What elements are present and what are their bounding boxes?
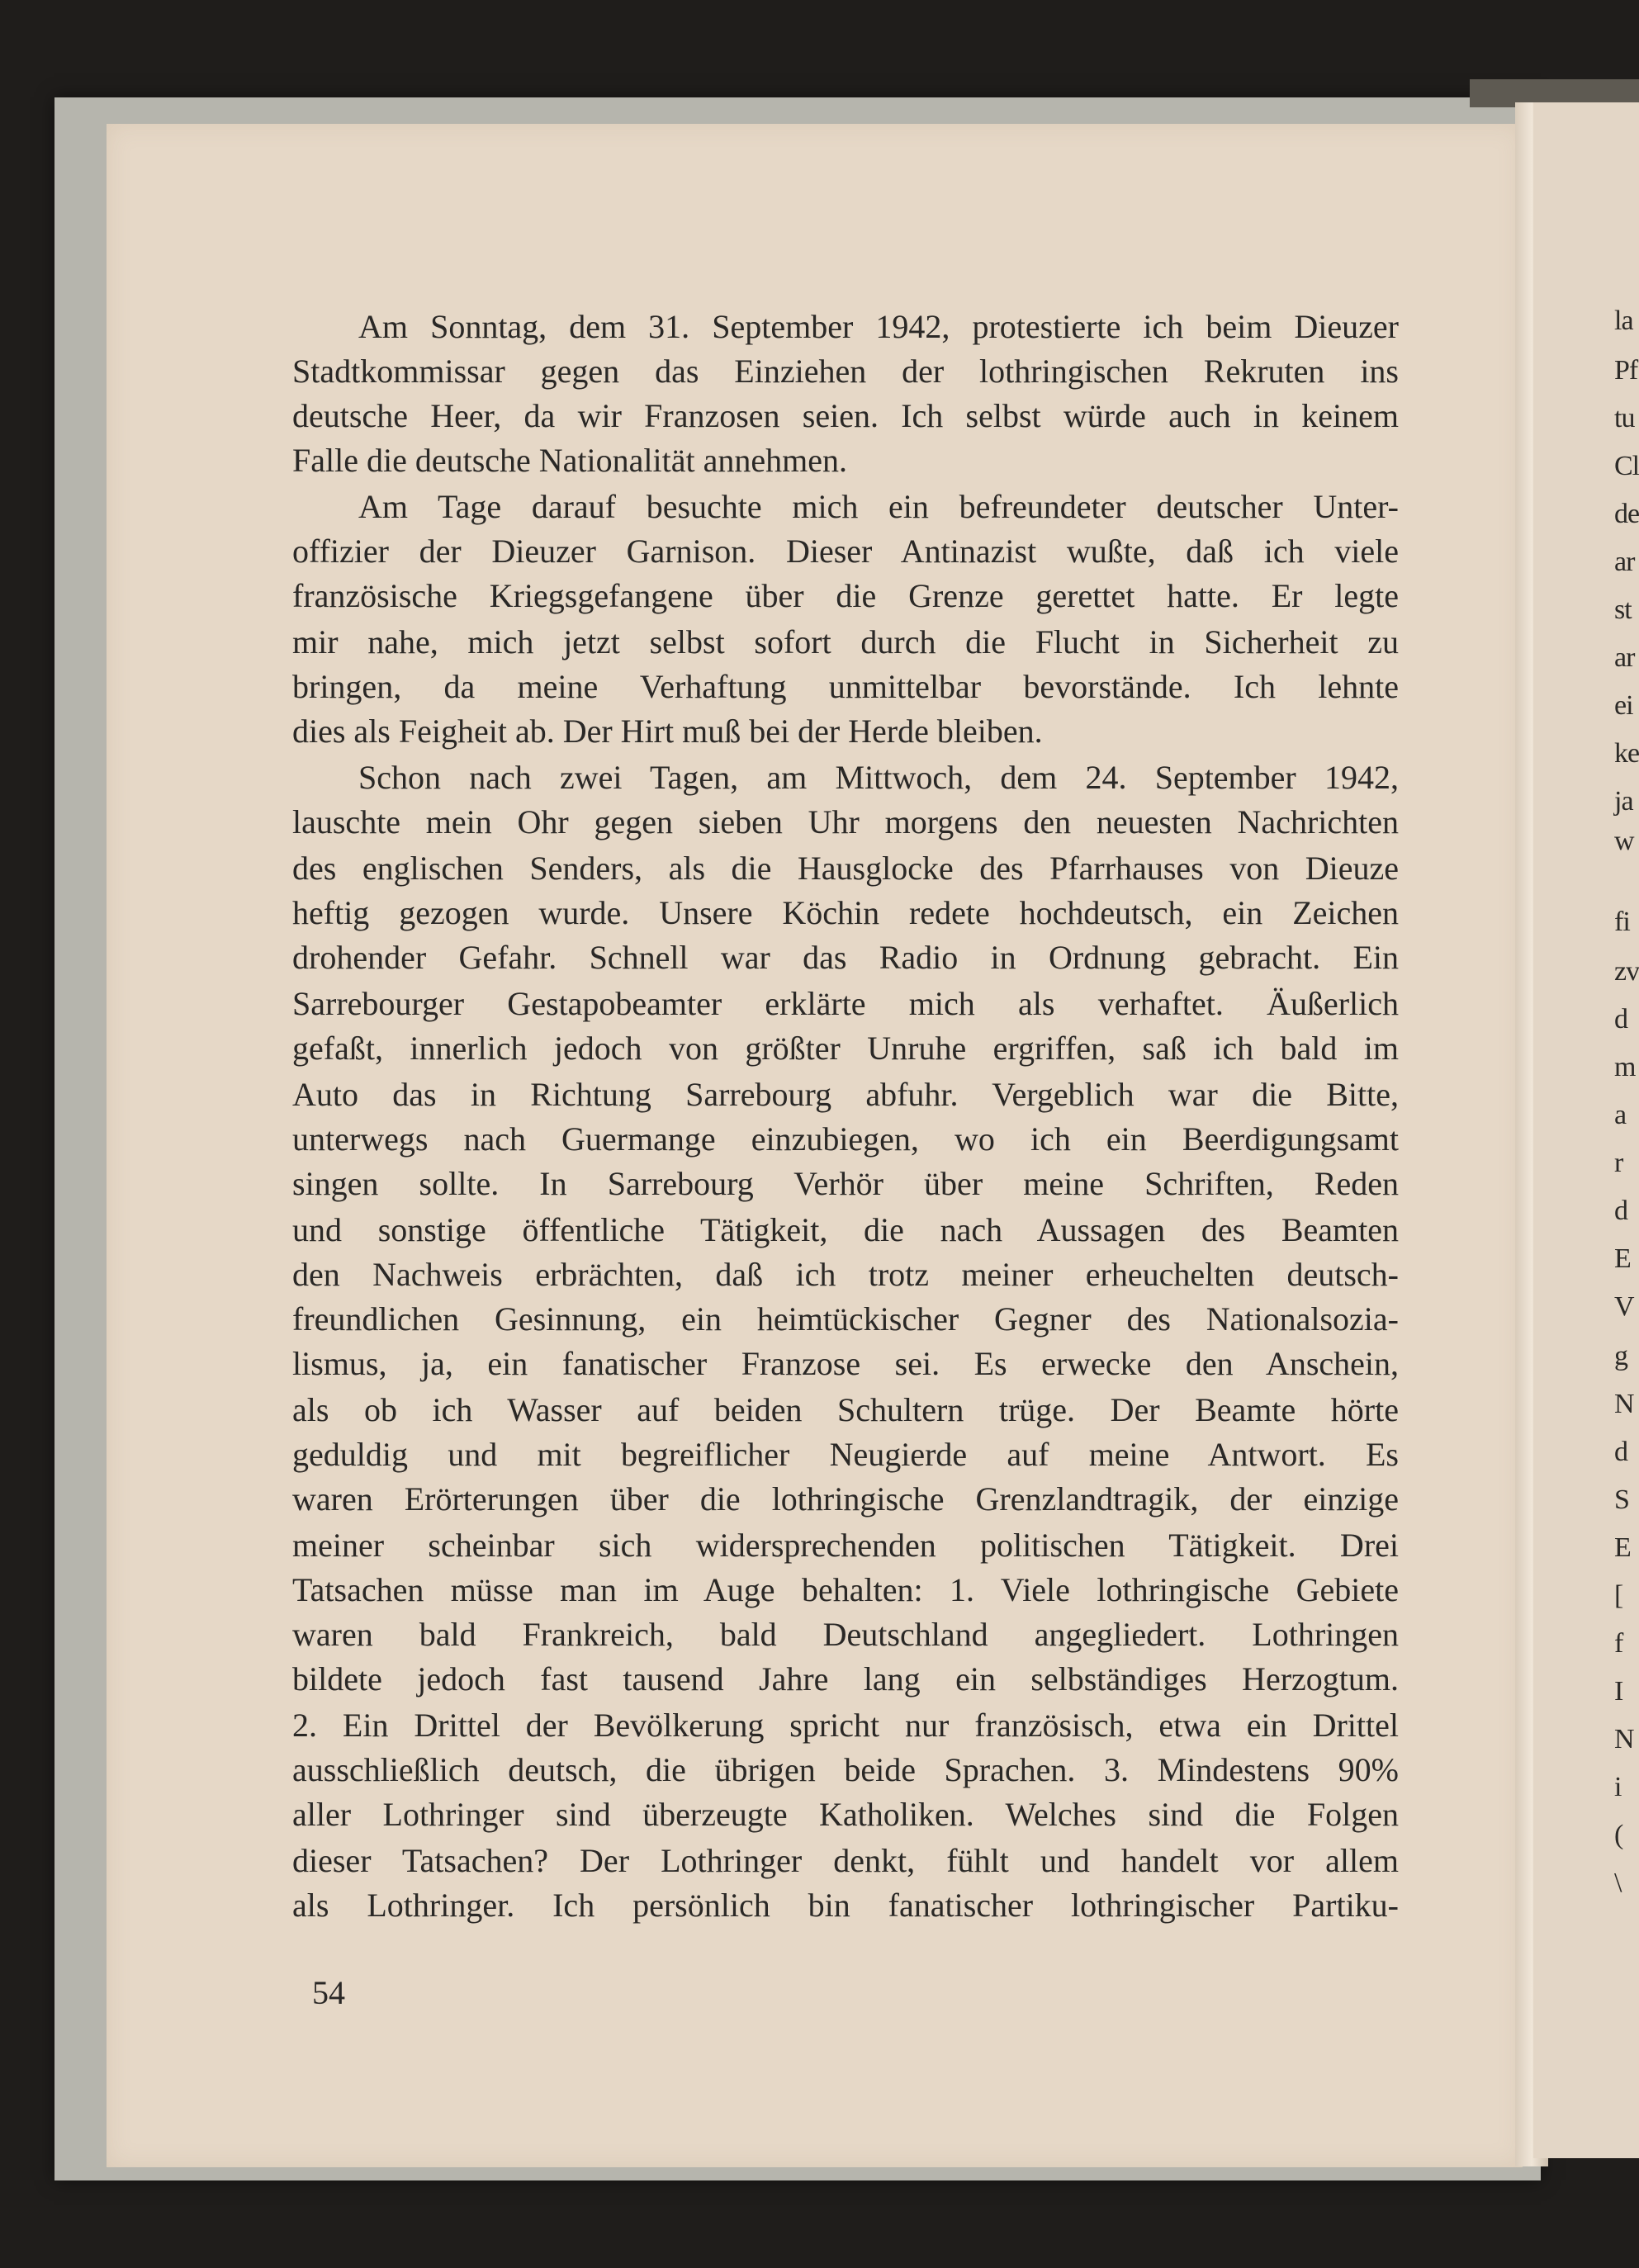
facing-text-fragment: E [1614,1532,1631,1563]
text-line: und sonstige öffentliche Tätigkeit, die nach Aussagen des Beamten [292,1211,1399,1248]
text-line: Sarrebourger Gestapobeamter erklärte mich als verhaftet. Äußerlich [292,985,1399,1022]
text-line: französische Kriegsgefangene über die Grenze gerettet hatte. Er legte [292,577,1399,614]
facing-text-fragment: Cl [1614,451,1639,481]
text-line: unterwegs nach Guermange einzubiegen, wo ich ein Beerdigungsamt [292,1120,1399,1158]
facing-text-fragment: m [1614,1052,1636,1082]
text-line: dieser Tatsachen? Der Lothringer denkt, fühlt und handelt vor allem [292,1842,1399,1879]
text-line: waren Erörterungen über die lothringische Grenzlandtragik, der einzige [292,1480,1399,1518]
facing-text-fragment: i [1614,1772,1622,1802]
text-line: 2. Ein Drittel der Bevölkerung spricht nur französisch, etwa ein Drittel [292,1707,1399,1744]
facing-text-fragment: ja [1614,786,1633,817]
facing-text-fragment: N [1614,1724,1634,1754]
facing-text-fragment: g [1614,1341,1627,1371]
facing-text-fragment: V [1614,1291,1634,1322]
facing-text-fragment: S [1614,1484,1629,1515]
text-line: singen sollte. In Sarrebourg Verhör über meine Schriften, Reden [292,1165,1399,1202]
text-line: mir nahe, mich jetzt selbst sofort durch die Flucht in Sicherheit zu [292,623,1399,661]
facing-text-fragment: fi [1614,907,1630,937]
facing-text-fragment: r [1614,1148,1623,1178]
text-line: waren bald Frankreich, bald Deutschland angegliedert. Lothringen [292,1616,1399,1653]
facing-text-fragment: ( [1614,1820,1623,1850]
text-line: bringen, da meine Verhaftung unmittelbar bevorstände. Ich lehnte [292,668,1399,705]
text-line: Am Sonntag, dem 31. September 1942, protestierte ich beim Dieuzer [358,308,1399,345]
facing-text-fragment: ar [1614,642,1635,673]
text-line: Am Tage darauf besuchte mich ein befreundeter deutscher Unter- [358,488,1399,525]
facing-text-fragment: la [1614,305,1633,336]
text-line: als Lothringer. Ich persönlich bin fanatischer lothringischer Partiku- [292,1887,1399,1924]
facing-text-fragment: N [1614,1389,1634,1419]
text-line: drohender Gefahr. Schnell war das Radio in Ordnung gebracht. Ein [292,939,1399,976]
text-line: lauschte mein Ohr gegen sieben Uhr morgens den neuesten Nachrichten [292,803,1399,840]
text-line: dies als Feigheit ab. Der Hirt muß bei der Herde bleiben. [292,713,1043,750]
text-line: Falle die deutsche Nationalität annehmen. [292,442,847,479]
text-line: Auto das in Richtung Sarrebourg abfuhr. Vergeblich war die Bitte, [292,1076,1399,1113]
facing-text-fragment: de [1614,499,1639,529]
text-line: aller Lothringer sind überzeugte Katholiken. Welches sind die Folgen [292,1796,1399,1833]
facing-text-fragment: tu [1614,403,1635,433]
facing-text-fragment: I [1614,1676,1623,1707]
facing-text-fragment: ke [1614,738,1639,769]
facing-text-fragment: Pf [1614,355,1638,386]
facing-text-fragment: d [1614,1437,1627,1467]
text-line: den Nachweis erbrächten, daß ich trotz meiner erheuchelten deutsch- [292,1256,1399,1293]
facing-text-fragment: [ [1614,1580,1623,1611]
facing-text-fragment: E [1614,1243,1631,1274]
text-line: gefaßt, innerlich jedoch von größter Unruhe ergriffen, saß ich bald im [292,1030,1399,1067]
text-line: heftig gezogen wurde. Unsere Köchin redete hochdeutsch, ein Zeichen [292,894,1399,931]
text-line: lismus, ja, ein fanatischer Franzose sei. Es erwecke den Anschein, [292,1345,1399,1382]
facing-text-fragment: d [1614,1004,1627,1035]
text-line: deutsche Heer, da wir Franzosen seien. Ich selbst würde auch in keinem [292,397,1399,434]
text-line: bildete jedoch fast tausend Jahre lang ein selbständiges Herzogtum. [292,1660,1399,1697]
text-line: als ob ich Wasser auf beiden Schultern trüge. Der Beamte hörte [292,1391,1399,1428]
text-line: des englischen Senders, als die Hausglocke des Pfarrhauses von Dieuze [292,850,1399,887]
text-line: meiner scheinbar sich widersprechenden politischen Tätigkeit. Drei [292,1527,1399,1564]
facing-text-fragment: st [1614,594,1632,625]
facing-text-fragment: ar [1614,547,1635,577]
facing-text-fragment: f [1614,1628,1623,1659]
facing-text-fragment: w [1614,826,1634,856]
text-line: Schon nach zwei Tagen, am Mittwoch, dem 24. September 1942, [358,759,1399,796]
text-line: geduldig und mit begreiflicher Neugierde auf meine Antwort. Es [292,1436,1399,1473]
facing-text-fragment: zv [1614,956,1639,987]
text-line: ausschließlich deutsch, die übrigen beide Sprachen. 3. Mindestens 90% [292,1751,1399,1788]
facing-text-fragment: a [1614,1100,1627,1130]
text-line: Tatsachen müsse man im Auge behalten: 1. Viele lothringische Gebiete [292,1571,1399,1608]
page-number: 54 [312,1974,345,2011]
facing-text-fragment: \ [1614,1868,1622,1898]
text-line: Stadtkommissar gegen das Einziehen der lothringischen Rekruten ins [292,353,1399,390]
facing-text-fragment: ei [1614,690,1633,721]
facing-text-fragment: d [1614,1196,1627,1226]
text-line: freundlichen Gesinnung, ein heimtückischer Gegner des Nationalsozia- [292,1300,1399,1338]
text-line: offizier der Dieuzer Garnison. Dieser Antinazist wußte, daß ich viele [292,533,1399,570]
